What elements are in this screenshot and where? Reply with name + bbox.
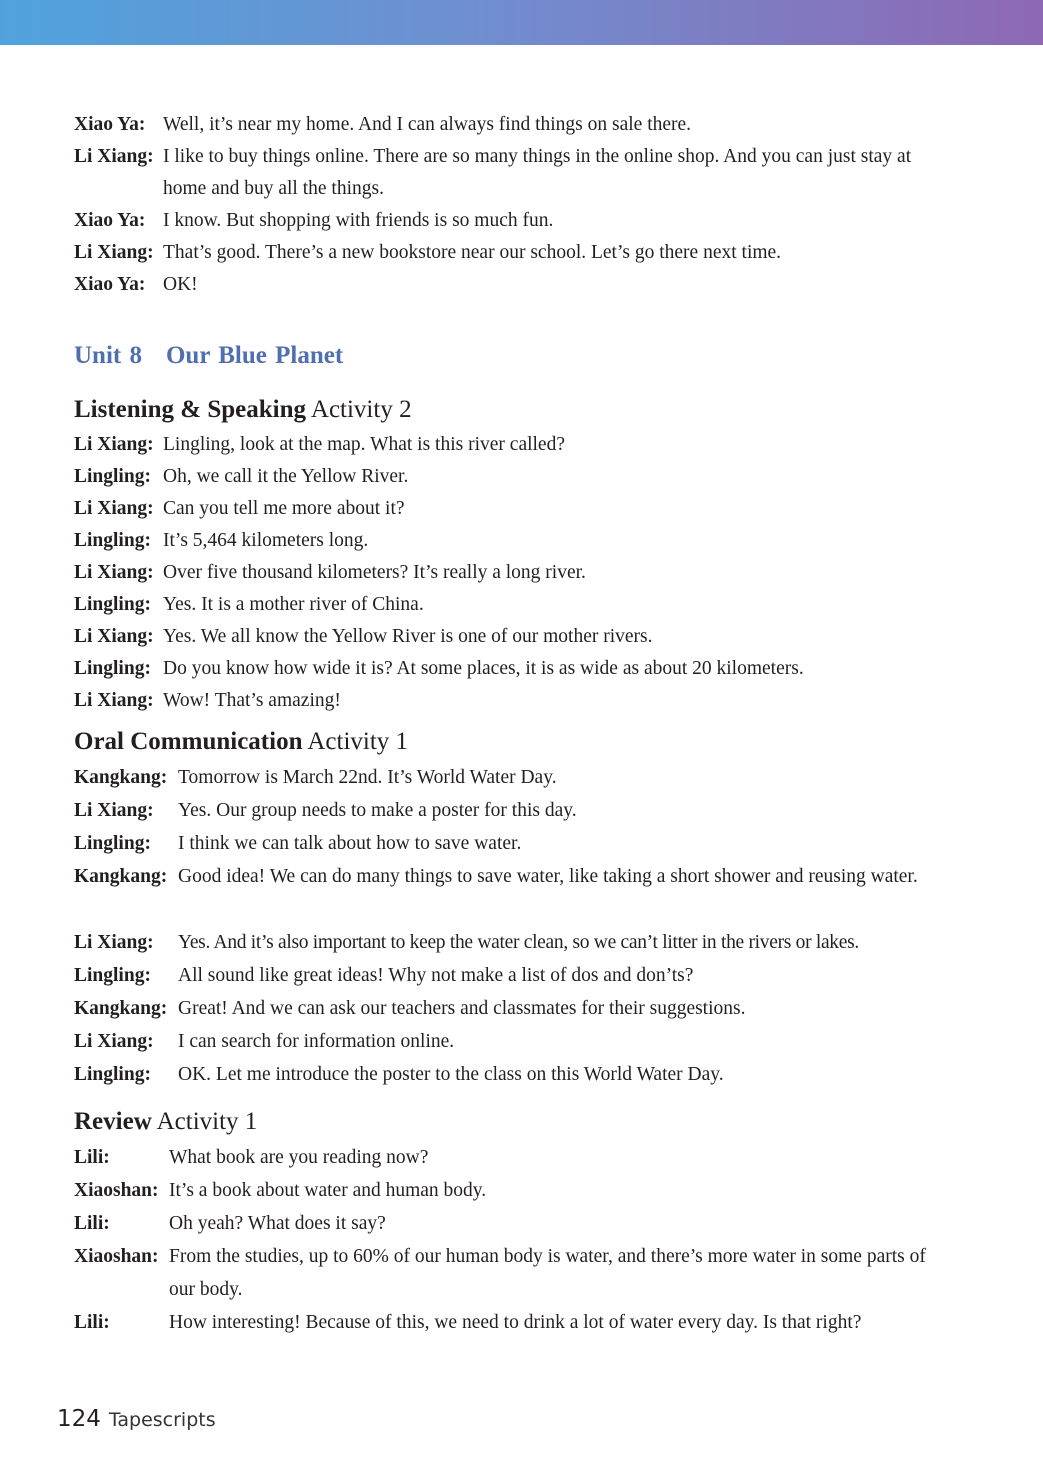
dialogue-text: How interesting! Because of this, we need to drink a lot of water every day. Is that right? xyxy=(169,1312,862,1333)
speaker-name: Li Xiang: xyxy=(74,690,154,711)
dialogue-line xyxy=(74,685,944,717)
speaker-name: Li Xiang: xyxy=(74,146,154,167)
dialogue-line xyxy=(74,860,944,926)
dialogue-text: It’s 5,464 kilometers long. xyxy=(163,530,369,551)
dialogue-line xyxy=(74,205,944,237)
dialogue-line xyxy=(74,794,944,827)
dialogue-text: OK. Let me introduce the poster to the class on this World Water Day. xyxy=(178,1064,724,1085)
speaker-name: Lili: xyxy=(74,1213,110,1234)
speaker-name: Lingling: xyxy=(74,1064,151,1085)
speaker-name: Xiao Ya: xyxy=(74,274,146,295)
dialogue-line xyxy=(74,589,944,621)
dialogue-line xyxy=(74,1025,944,1058)
section-heading xyxy=(74,391,944,429)
header-color-band xyxy=(0,0,1043,45)
speaker-name: Lingling: xyxy=(74,530,151,551)
speaker-name: Li Xiang: xyxy=(74,498,154,519)
dialogue-text: I like to buy things online. There are so many things in the online shop. And you can just stay at home and buy all the things. xyxy=(163,146,912,199)
dialogue-line xyxy=(74,992,944,1025)
dialogue-text: It’s a book about water and human body. xyxy=(169,1180,487,1201)
dialogue-line xyxy=(74,1174,944,1207)
speaker-name: Kangkang: xyxy=(74,866,168,887)
unit-number: Unit 8 xyxy=(74,342,142,369)
dialogue-text: Tomorrow is March 22nd. It’s World Water Day. xyxy=(178,767,557,788)
dialogue-text: That’s good. There’s a new bookstore near our school. Let’s go there next time. xyxy=(163,242,782,263)
dialogue-text: I know. But shopping with friends is so much fun. xyxy=(163,210,554,231)
speaker-name: Xiao Ya: xyxy=(74,114,146,135)
dialogue-text: Yes. It is a mother river of China. xyxy=(163,594,424,615)
section-heading xyxy=(74,1103,944,1141)
dialogue-text: Oh, we call it the Yellow River. xyxy=(163,466,409,487)
speaker-name: Li Xiang: xyxy=(74,242,154,263)
dialogue-line xyxy=(74,141,944,205)
speaker-name: Lingling: xyxy=(74,658,151,679)
speaker-name: Li Xiang: xyxy=(74,434,154,455)
speaker-name: Li Xiang: xyxy=(74,626,154,647)
dialogue-text: Do you know how wide it is? At some places, it is as wide as about 20 kilometers. xyxy=(163,658,804,679)
speaker-name: Xiao Ya: xyxy=(74,210,146,231)
section-heading-activity: Activity 1 xyxy=(156,1108,258,1135)
dialogue-text: From the studies, up to 60% of our human body is water, and there’s more water in some parts of our body. xyxy=(169,1246,926,1300)
speaker-name: Kangkang: xyxy=(74,998,168,1019)
dialogue-line xyxy=(74,429,944,461)
unit-heading xyxy=(74,339,944,373)
section-heading-bold: Listening & Speaking xyxy=(74,396,307,423)
speaker-name: Xiaoshan: xyxy=(74,1180,159,1201)
page-footer xyxy=(57,1404,216,1434)
speaker-name: Lingling: xyxy=(74,833,151,854)
dialogue-line xyxy=(74,827,944,860)
dialogue-line xyxy=(74,493,944,525)
dialogue-line xyxy=(74,109,944,141)
footer-label: Tapescripts xyxy=(108,1409,216,1431)
section-heading-activity: Activity 1 xyxy=(307,728,409,755)
speaker-name: Lili: xyxy=(74,1147,110,1168)
dialogue-line xyxy=(74,653,944,685)
section-oral-communication xyxy=(74,723,944,1091)
dialogue-text: Yes. And it’s also important to keep the water clean, so we can’t litter in the rivers or lakes. xyxy=(178,932,859,953)
speaker-name: Lingling: xyxy=(74,594,151,615)
page-number: 124 xyxy=(57,1406,101,1432)
unit-title: Our Blue Planet xyxy=(165,342,344,369)
dialogue-text: Good idea! We can do many things to save water, like taking a short shower and reusing water. xyxy=(178,866,918,887)
speaker-name: Xiaoshan: xyxy=(74,1246,159,1267)
speaker-name: Lingling: xyxy=(74,466,151,487)
dialogue-text: I can search for information online. xyxy=(178,1031,455,1052)
dialogue-line xyxy=(74,1058,944,1091)
speaker-name: Lingling: xyxy=(74,965,151,986)
speaker-name: Li Xiang: xyxy=(74,1031,154,1052)
dialogue-line xyxy=(74,1240,944,1306)
dialogue-line xyxy=(74,461,944,493)
dialogue-text: Great! And we can ask our teachers and classmates for their suggestions. xyxy=(178,998,746,1019)
dialogue-text: Oh yeah? What does it say? xyxy=(169,1213,386,1234)
tapescript-content xyxy=(74,109,944,1339)
section-listening-speaking xyxy=(74,391,944,717)
section-heading-activity: Activity 2 xyxy=(310,396,412,423)
speaker-name: Kangkang: xyxy=(74,767,168,788)
dialogue-line xyxy=(74,237,944,269)
dialogue-line xyxy=(74,926,944,959)
dialogue-text: Can you tell me more about it? xyxy=(163,498,405,519)
dialogue-line xyxy=(74,1141,944,1174)
dialogue-line xyxy=(74,959,944,992)
dialogue-text: Yes. Our group needs to make a poster for this day. xyxy=(178,800,577,821)
dialogue-line xyxy=(74,761,944,794)
dialogue-text: Well, it’s near my home. And I can always find things on sale there. xyxy=(163,114,692,135)
dialogue-text: OK! xyxy=(163,274,198,295)
section-heading-bold: Review xyxy=(74,1108,152,1135)
dialogue-text: Lingling, look at the map. What is this river called? xyxy=(163,434,565,455)
dialogue-text: I think we can talk about how to save water. xyxy=(178,833,522,854)
dialogue-line xyxy=(74,269,944,301)
dialogue-text: What book are you reading now? xyxy=(169,1147,429,1168)
dialogue-text: Yes. We all know the Yellow River is one of our mother rivers. xyxy=(163,626,653,647)
section-heading-bold: Oral Communication xyxy=(74,728,303,755)
dialogue-text: Over five thousand kilometers? It’s really a long river. xyxy=(163,562,586,583)
speaker-name: Li Xiang: xyxy=(74,562,154,583)
dialogue-line xyxy=(74,525,944,557)
dialogue-line xyxy=(74,557,944,589)
section-review xyxy=(74,1103,944,1339)
dialogue-line xyxy=(74,1306,944,1339)
intro-dialogue xyxy=(74,109,944,301)
speaker-name: Li Xiang: xyxy=(74,800,154,821)
section-heading xyxy=(74,723,944,761)
speaker-name: Lili: xyxy=(74,1312,110,1333)
speaker-name: Li Xiang: xyxy=(74,932,154,953)
dialogue-line xyxy=(74,1207,944,1240)
dialogue-line xyxy=(74,621,944,653)
dialogue-text: Wow! That’s amazing! xyxy=(163,690,341,711)
dialogue-text: All sound like great ideas! Why not make a list of dos and don’ts? xyxy=(178,965,694,986)
